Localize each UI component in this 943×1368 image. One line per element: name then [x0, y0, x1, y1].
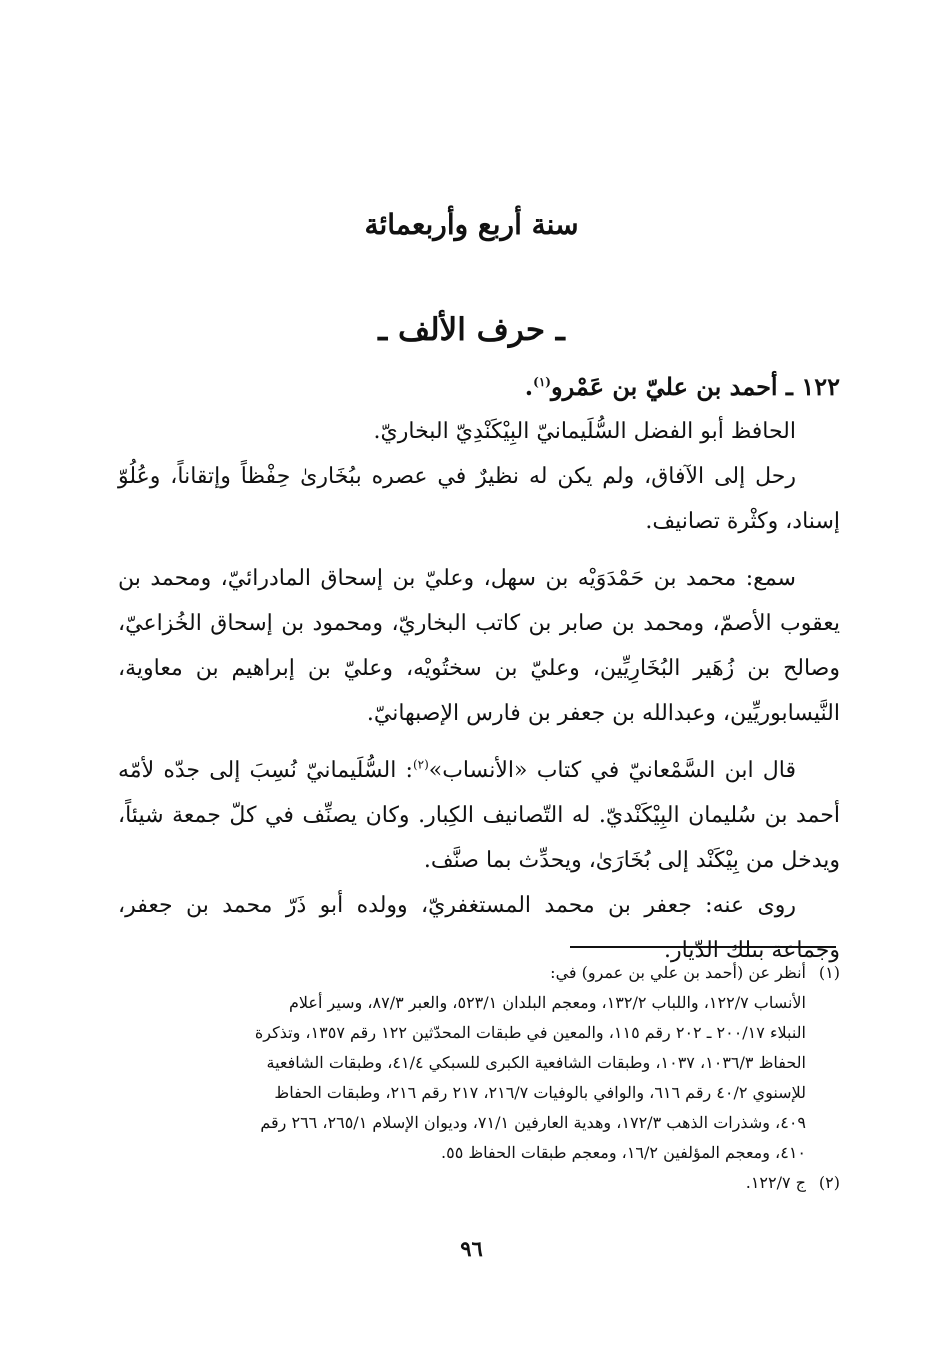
- footnote-2-line: ج ١٢٢/٧.: [745, 1173, 806, 1192]
- entry-body: [118, 364, 840, 973]
- footnote-1-line: الحفاظ ١٠٣٦/٣، ١٠٣٧، وطبقات الشافعية الكبرى للسبكي ٤١/٤، وطبقات الشافعية: [266, 1053, 806, 1072]
- entry-heading-text: ١٢٢ ـ أحمد بن عليّ بن عَمْرو: [550, 372, 840, 401]
- entry-paragraph-1: رحل إلى الآفاق، ولم يكن له نظيرٌ في عصره ببُخَارىٰ حِفْظاً وإتقاناً، وعُلُوّ إسناد، وكثْرة تصانيف.: [118, 464, 840, 534]
- entry-heading-end: .: [524, 372, 534, 401]
- entry-paragraph-4: روى عنه: جعفر بن محمد المستغفريّ، وولده أبو ذَرّ محمد بن جعفر، وجماعة بتلك الدّيار.: [118, 893, 840, 963]
- entry-paragraph-3-b: : السُّلَيمانيّ نُسِبَ إلى جدّه لأمّه أحمد بن سُليمان البِيْكَنْديّ. له التّصانيف الكِبار. وكان يصنِّف في كلّ جمعة شيئاً، ويدخل من بِيْكَنْد إلى بُخَارَىٰ، ويحدِّث بما صنَّف.: [118, 758, 840, 873]
- footnote-1-line: أنظر عن (أحمد بن علي بن عمرو) في:: [550, 963, 806, 982]
- footnote-divider: [570, 946, 836, 948]
- footnote-2-number: (٢): [818, 1173, 840, 1192]
- footnote-ref-1: (١): [533, 375, 551, 389]
- footnote-2-text: [118, 1168, 806, 1198]
- footnote-1-text: [118, 958, 806, 1168]
- chapter-title: سنة أربع وأربعمائة: [364, 208, 579, 241]
- entry-heading: [118, 364, 840, 409]
- footnote-1-line: للإسنوي ٤٠/٢ رقم ٦١٦، والوافي بالوفيات ٢١٦/٧، ٢١٧ رقم ٢١٦، وطبقات الحفاظ: [274, 1083, 806, 1102]
- footnote-1-line: ٤٠٩، وشذرات الذهب ١٧٢/٣، وهدية العارفين ٧١/١، وديوان الإسلام ٢٦٥/١، ٢٦٦ رقم: [260, 1113, 806, 1132]
- entry-paragraph-3-a: قال ابن السَّمْعانيّ في كتاب «الأنساب»: [428, 758, 796, 783]
- entry-line-1: الحافظ أبو الفضل السُّلَيمانيّ البِيْكَنْدِيّ البخاريّ.: [373, 419, 796, 444]
- page-number: ٩٦: [460, 1236, 483, 1261]
- footnote-1-line: الأنساب ١٢٢/٧، واللباب ١٣٢/٢، ومعجم البلدان ٥٢٣/١، والعبر ٨٧/٣، وسير أعلام: [288, 993, 806, 1012]
- footnote-1: [118, 958, 840, 1168]
- section-title: ـ حرف الألف ـ: [378, 312, 565, 348]
- footnote-1-line: النبلاء ٢٠٠/١٧ ـ ٢٠٢ رقم ١١٥، والمعين في طبقات المحدّثين ١٢٢ رقم ١٣٥٧، وتذكرة: [254, 1023, 806, 1042]
- entry-paragraph-2: سمع: محمد بن حَمْدَوَيْه بن سهل، وعليّ بن إسحاق المادرائيّ، ومحمد بن يعقوب الأصمّ، ومحمد بن صابر بن كاتب البخاريّ، ومحمود بن إسحاق الخُزاعيّ، وصالح بن زُهَير البُخَارِيِّين، وعليّ بن سختُويْه، وعليّ بن إبراهيم بن معاوية، النَّيسابوريِّين، وعبدالله بن جعفر بن فارس الإصبهانيّ.: [118, 566, 840, 726]
- footnote-2: [118, 1168, 840, 1198]
- footnotes: [118, 958, 840, 1198]
- footnote-1-line: ٤١٠، ومعجم المؤلفين ١٦/٢، ومعجم طبقات الحفاظ ٥٥.: [441, 1143, 806, 1162]
- footnote-ref-2: (٢): [412, 757, 429, 772]
- footnote-1-number: (١): [818, 963, 840, 982]
- entry-paragraph-3: [118, 748, 840, 883]
